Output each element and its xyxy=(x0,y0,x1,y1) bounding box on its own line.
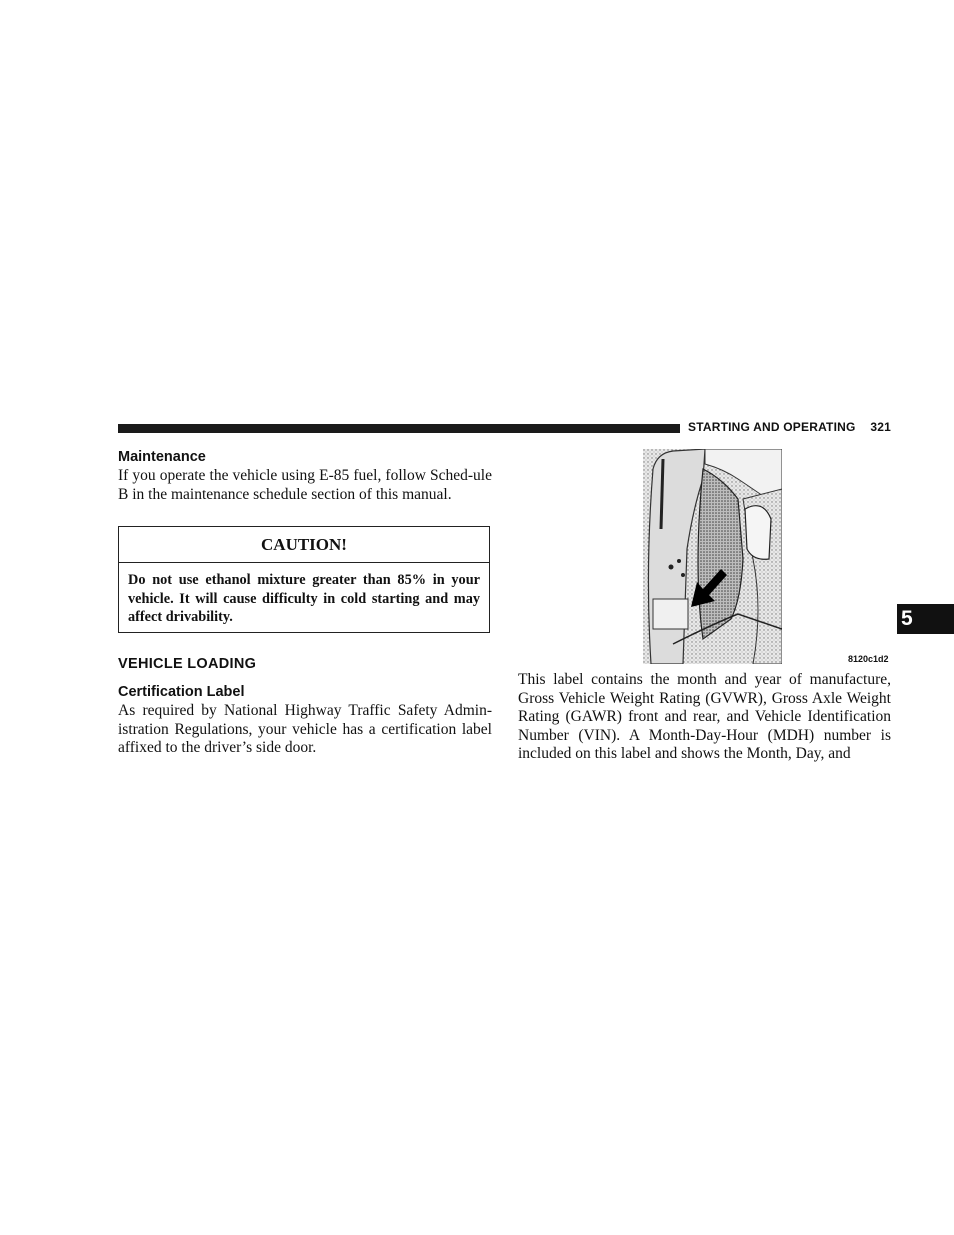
certification-text: As required by National Highway Traffic Safety Admin-istration Regulations, your vehicle has a certification label affixed to the driver’s side door. xyxy=(118,702,492,757)
caution-box xyxy=(118,526,490,633)
maintenance-text: If you operate the vehicle using E-85 fuel, follow Sched-ule B in the maintenance schedule section of this manual. xyxy=(118,467,492,503)
label-contents-text: This label contains the month and year of manufacture, Gross Vehicle Weight Rating (GVWR), Gross Axle Weight Rating (GAWR) front and rear, and Vehicle Identification Number (VIN). A Month-Day-Hour (MDH) number is included on this label and shows the Month, Day, and xyxy=(518,671,891,763)
section-title: STARTING AND OPERATING xyxy=(688,420,856,434)
chapter-tab xyxy=(897,604,954,634)
certification-heading: Certification Label xyxy=(118,684,245,700)
running-header xyxy=(688,420,891,434)
figure-code: 8120c1d2 xyxy=(848,654,889,664)
caution-text: Do not use ethanol mixture greater than 85% in your vehicle. It will cause difficulty in cold starting and may affect drivability. xyxy=(128,572,480,625)
page-number: 321 xyxy=(870,420,891,434)
maintenance-heading: Maintenance xyxy=(118,449,206,465)
vehicle-loading-heading: VEHICLE LOADING xyxy=(118,656,257,672)
chapter-number: 5 xyxy=(901,607,913,630)
door-label-illustration xyxy=(643,449,782,664)
caution-title: CAUTION! xyxy=(119,527,489,563)
header-rule xyxy=(118,424,680,433)
